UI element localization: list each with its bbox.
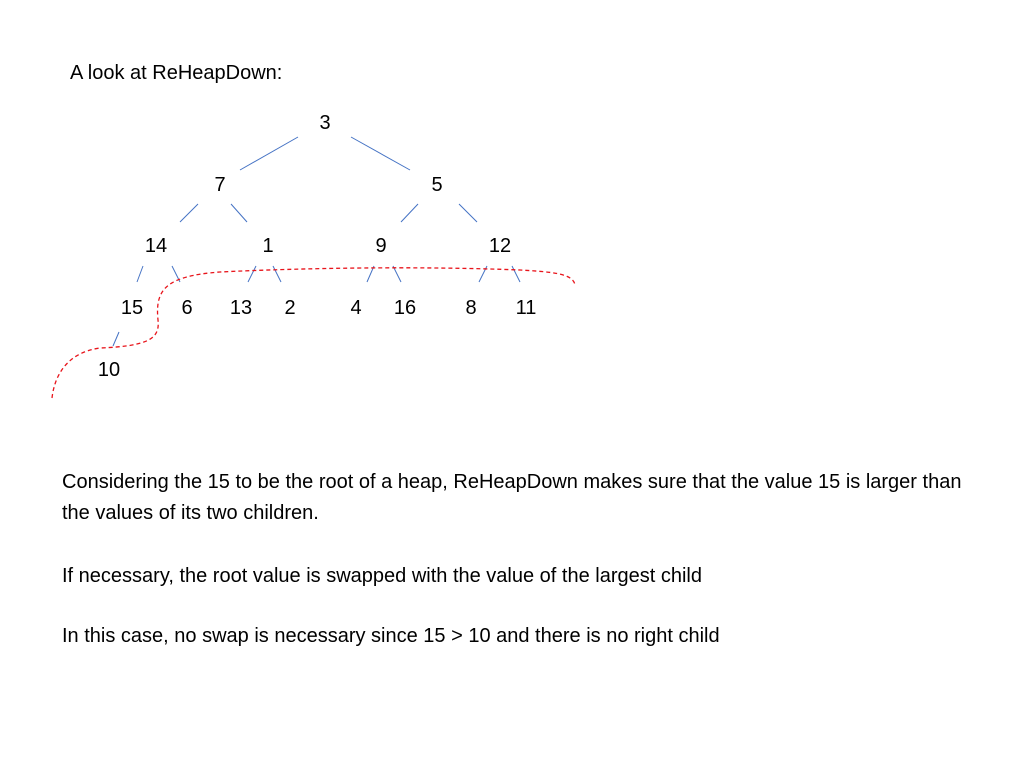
edge-3-7	[240, 137, 298, 170]
node-16: 16	[393, 297, 417, 319]
edge-5-9	[401, 204, 418, 222]
node-15: 15	[120, 297, 144, 319]
conclusion-paragraph: In this case, no swap is necessary since 15 > 10 and there is no right child	[62, 625, 720, 647]
node-12: 12	[488, 235, 512, 257]
swap-rule-paragraph: If necessary, the root value is swapped with the value of the largest child	[62, 565, 702, 587]
node-1: 1	[262, 235, 274, 257]
node-10: 10	[97, 359, 121, 381]
node-14: 14	[144, 235, 168, 257]
subheap-boundary-curve	[52, 268, 575, 398]
edge-3-5	[351, 137, 410, 170]
node-8: 8	[465, 297, 477, 319]
edge-14-15	[137, 266, 143, 282]
edge-5-12	[459, 204, 477, 222]
edge-7-1	[231, 204, 247, 222]
node-7: 7	[214, 174, 226, 196]
edge-12-11	[512, 266, 520, 282]
slide-title: A look at ReHeapDown:	[70, 62, 283, 84]
explanation-paragraph: Considering the 15 to be the root of a heap, ReHeapDown makes sure that the value 15 is larger than the values of its two children.	[62, 471, 962, 524]
edge-7-14	[180, 204, 198, 222]
edge-1-13	[248, 266, 256, 282]
node-11: 11	[515, 297, 537, 319]
node-5: 5	[431, 174, 443, 196]
node-9: 9	[375, 235, 387, 257]
edge-1-2	[273, 266, 281, 282]
node-2: 2	[284, 297, 296, 319]
node-6: 6	[181, 297, 193, 319]
node-3: 3	[319, 112, 331, 134]
node-4: 4	[350, 297, 362, 319]
edge-15-10	[113, 332, 119, 346]
node-13: 13	[229, 297, 253, 319]
